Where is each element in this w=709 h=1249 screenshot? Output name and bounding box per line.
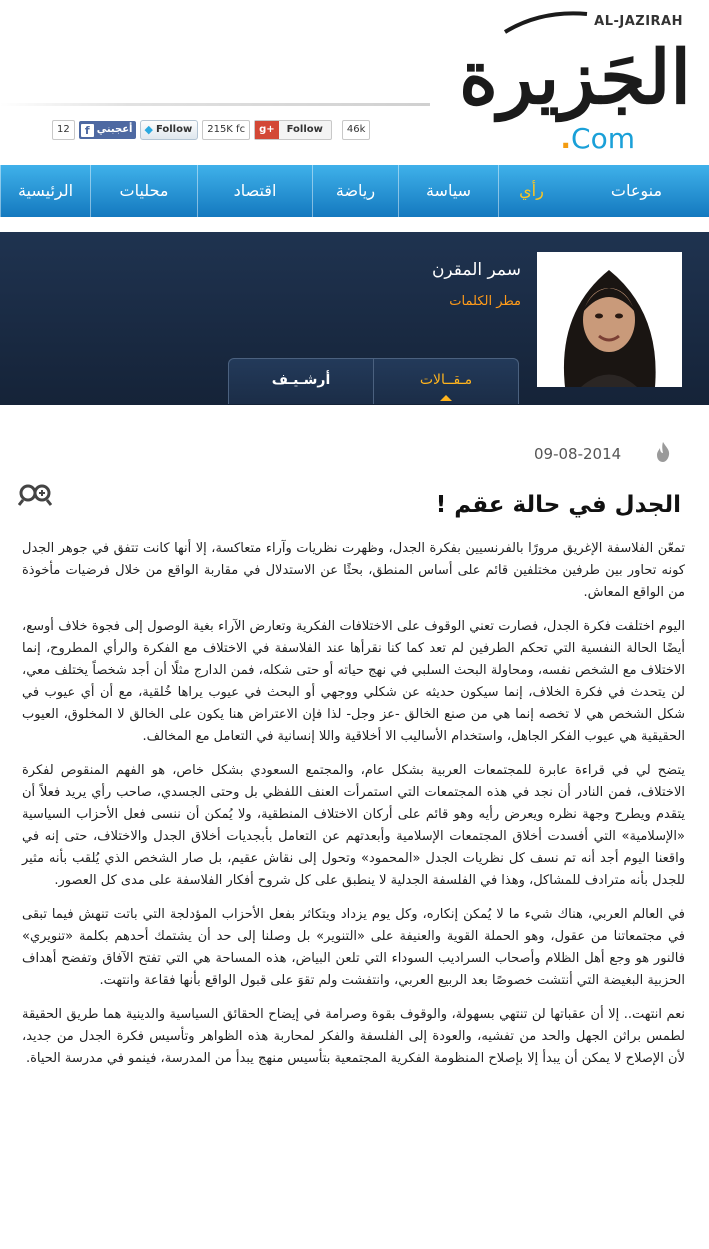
logo-arabic-text: الجَزيرة (459, 35, 691, 121)
facebook-icon: f (81, 124, 94, 137)
author-column-name: مطر الكلمات (449, 294, 521, 309)
header-divider (0, 103, 430, 106)
article-title: الجدل في حالة عقم ! (435, 492, 681, 518)
author-panel (0, 232, 709, 405)
author-photo (537, 252, 682, 387)
facebook-like-label: أعجبني (96, 124, 133, 135)
facebook-count: 12 (52, 120, 75, 140)
twitter-followers-count: 215K fc (202, 120, 250, 140)
author-tabs (228, 358, 519, 404)
logo-domain-text: .Com (560, 122, 635, 155)
twitter-follow-label: Follow (155, 124, 193, 135)
twitter-follow-button[interactable] (140, 120, 198, 140)
tab-archive[interactable]: أرشـيـف (229, 359, 374, 404)
nav-item-misc[interactable]: منوعات (610, 181, 663, 200)
article-date: 09-08-2014 (534, 445, 622, 463)
author-portrait-image (537, 252, 682, 387)
article-body (22, 538, 685, 1082)
article-paragraph: تمعّن الفلاسفة الإغريق مرورًا بالفرنسيين بفكرة الجدل، وظهرت نظريات وآراء متعاكسة، إلا أنها كانت تتفق في جوهر الجدل كونه تحاور بين طرفين مختلفين قائم على أساس المنطق، بحثًا عن الاستدلال في مقاربة الواقع من خلال فرضيات مأخوذة من الواقع المعاش. (22, 541, 685, 600)
main-nav (0, 165, 709, 217)
site-header (0, 0, 709, 165)
author-name[interactable]: سمر المقرن (431, 260, 521, 280)
nav-item-politics[interactable]: سياسة (398, 165, 498, 217)
article-paragraph: نعم انتهت.. إلا أن عقباتها لن تنتهي بسهولة، والوقوف بقوة وصرامة في إيضاح الحقائق السياسية والدينية هما طريق الحقيقة لطمس براثن الجهل والحد من تفشيه، والعودة إلى الفلسفة والفكر لمحاربة هذه الظواهر وتأسيس فكرة الجدل من جديد، لأن الإصلاح لا يمكن أن يبدأ إلا بإصلاح المنظومة الفكرية المجتمعية بتأسيس منهج يبدأ من المدرسة، فينمو في مدرسة الحياة. (22, 1007, 685, 1066)
facebook-like-button[interactable] (79, 121, 137, 139)
twitter-bird-icon: ◆ (144, 123, 153, 136)
tab-articles-label: مـقــالات (419, 372, 473, 388)
social-buttons (52, 120, 370, 140)
flame-icon (654, 441, 672, 463)
site-logo[interactable] (451, 8, 691, 158)
tab-active-caret-icon (440, 395, 452, 401)
logo-english-text: AL-JAZIRAH (594, 14, 683, 29)
nav-item-sports[interactable]: رياضة (312, 165, 398, 217)
article-paragraph: اليوم اختلفت فكرة الجدل، فصارت تعني الوقوف على الاختلافات الفكرية وتعارض الآراء بغية الوصول إلى فجوة خلاف أوسع، أيضًا الحالة النفسية التي تحكم الطرفين لم تعد كما كنا نقرأها عند الفلاسفة في الاختلاف مع الفكرة والرأي المطروح، إنما الاختلاف مع الشخص نفسه، ومحاولة البحث السلبي في نهج حياته أو حتى شكله، فمن الدارج مثلًا أن أجد شخصاً يختلف معي، لن يتحدث في فكرة الخلاف، إنما سيكون حديثه عن شكلي ووجهي أو البحث في عيوب يراها خُلقية، مع أن أي عيوب في شكل الشخص هي لا تخصه إنما هي من صنع الخالق -عز وجل- لذا فإن الاعتراض هنا يكون على الخالق لا المخلوق، العيوب الحقيقية هي عيوب الفكر الجاهل، واستخدام الأساليب الا أخلاقية واللا إنسانية في التعامل مع المخالف. (22, 619, 685, 744)
article-paragraph: يتضح لي في قراءة عابرة للمجتمعات العربية بشكل عام، والمجتمع السعودي بشكل خاص، هو الفهم المنقوص لفكرة الاختلاف، فمن النادر أن نجد في هذه المجتمعات التي استمرأت العنف اللفظي بل وحتى الجسدي، صاحب رأي يريد فعلاً أن يتقدم ويطرح وجهة نظره ويعرض رأيه وهو قائم على أركان الاختلاف المنطقية، ولا يُمكن أن ننسى فعل الأحزاب السياسية «الإسلامية» التي أفسدت أخلاق المجتمعات الإسلامية وأبعدتهم عن التعامل بأبجديات أخلاق الجدل والاختلاف، حتى إنه في واقعنا اليوم أجد أنه تم نسف كل نظريات الجدل «المحمود» وتحول إلى نقاش عقيم، بل صار الشخص الذي يُلقب بأنه مثير للجدل بأنه مترادف للمشاكل، وهذا في الفلسفة الجدلية لا ينطبق على كل شروح أفكار الفلاسفة على مدى كل العصور. (22, 763, 685, 888)
google-plus-follow-label: Follow (286, 124, 323, 135)
nav-item-local[interactable]: محليات (90, 165, 197, 217)
nav-item-opinion[interactable]: رأي (498, 165, 564, 217)
article-paragraph: في العالم العربي، هناك شيء ما لا يُمكن إنكاره، وكل يوم يزداد ويتكاثر بفعل الأحزاب المؤدلجة التي باتت تنهش فيما تبقى في مجتمعاتنا من عقول، وهو الحملة القوية والعنيفة على «التنوير» بل وصلنا إلى حد أن يشتمك أحدهم بكلمة «تنويري» فالنور هو وجع أهل الظلام وأصحاب السراديب السوداء التي تلعن البياض، هذه المساحة هي التي تفتح الآفاق وتفضح أهداف الحزبية البغيضة التي أنتشت خصوصًا بعد الربيع العربي، وانتفشت ولم تقوَ على قبول الواقع بأنها فقاعة وانتهت. (22, 907, 685, 988)
nav-item-home[interactable]: الرئيسية (0, 165, 90, 217)
google-plus-follow-button[interactable] (254, 120, 332, 140)
text-zoom-icon[interactable] (18, 482, 52, 508)
nav-item-economy[interactable]: اقتصاد (197, 165, 312, 217)
google-plus-count: 46k (342, 120, 371, 140)
tab-articles[interactable] (374, 359, 518, 404)
google-plus-icon: g+ (255, 121, 279, 139)
